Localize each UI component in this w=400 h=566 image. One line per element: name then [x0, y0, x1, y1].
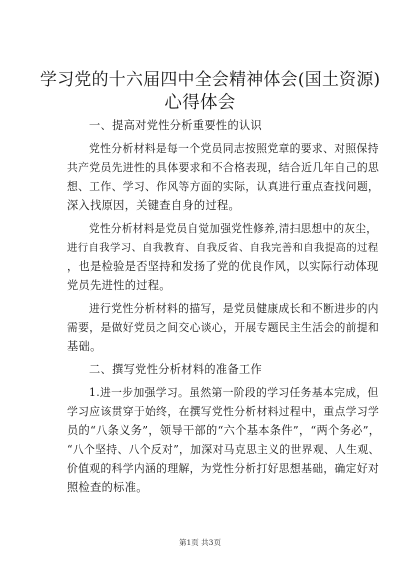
paragraph-line: ，也是检验是否坚持和发扬了党的优良作风，以实际行动体现: [67, 260, 379, 273]
page-number-footer: 第1页 共3页: [179, 538, 221, 547]
paragraph-line: 员的“八条义务”，领导干部的“六个基本条件”，“两个务必”，: [67, 424, 381, 437]
paragraph-line: 学习应该贯穿于始终，在撰写党性分析材料过程中，重点学习学: [67, 405, 380, 418]
paragraph-line: 进行党性分析材料的描写，是党员健康成长和不断进步的内: [89, 302, 379, 315]
section-heading-1: 一、提高对党性分析重要性的认识: [89, 119, 263, 132]
paragraph-line: 党性分析材料是每一个党员同志按照党章的要求、对照保持: [89, 142, 379, 155]
paragraph-line: 1.进一步加强学习。虽然第一阶段的学习任务基本完成，但: [89, 386, 379, 399]
paragraph-line: 深入找原因，关键查自身的过程。: [67, 199, 241, 212]
paragraph-line: 需要，是做好党员之间交心谈心，开展专题民主生活会的前提和: [67, 321, 380, 334]
document-title-line1: 学习党的十六届四中全会精神体会(国土资源): [40, 69, 381, 89]
paragraph-line: “八个坚持、八个反对”，加深对马克思主义的世界观、人生观、: [67, 443, 380, 456]
paragraph-line: 照检查的标准。: [67, 481, 148, 494]
paragraph-line: 基础。: [67, 340, 102, 353]
paragraph-line: 共产党员先进性的具体要求和不合格表现，结合近几年自己的思: [67, 161, 380, 174]
paragraph-line: 价值观的科学内涵的理解，为党性分析打好思想基础，确定好对: [67, 462, 380, 475]
section-heading-2: 二、撰写党性分析材料的准备工作: [89, 363, 263, 376]
paragraph-line: 党性分析材料是党员自觉加强党性修养,清扫思想中的灰尘，: [89, 223, 378, 235]
document-title-line2: 心得体会: [164, 93, 236, 113]
paragraph-line: 进行自我学习、自我教育、自我反省、自我完善和自我提高的过程: [67, 242, 379, 254]
paragraph-line: 党员先进性的过程。: [67, 279, 171, 292]
paragraph-line: 想、工作、学习、作风等方面的实际，认真进行重点查找问题，: [67, 180, 380, 193]
